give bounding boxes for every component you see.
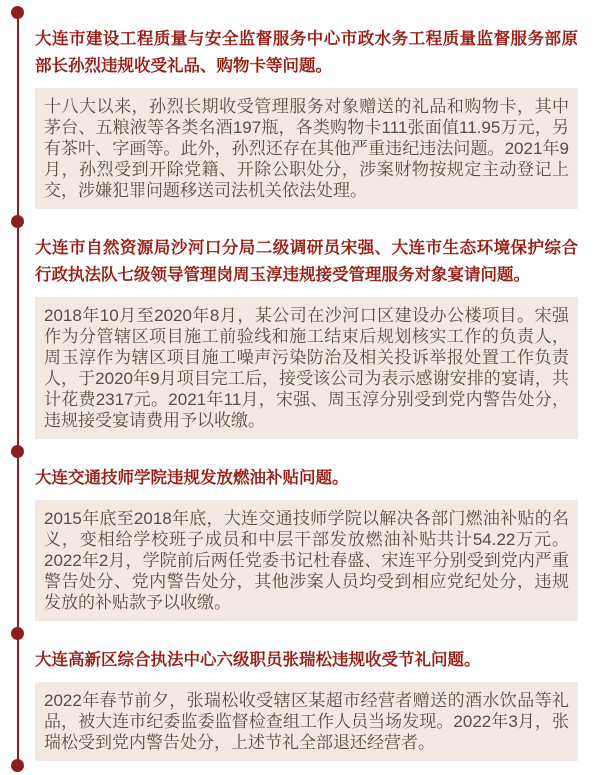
- case-heading: 大连高新区综合执法中心六级职员张瑞松违规收受节礼问题。: [35, 651, 481, 669]
- case-heading: 大连交通技师学院违规发放燃油补贴问题。: [35, 469, 349, 487]
- case-section-3: [35, 465, 578, 621]
- case-section-4: [35, 647, 578, 761]
- case-body: 十八大以来，孙烈长期收受管理服务对象赠送的礼品和购物卡，其中茅台、五粮液等各类名酒197瓶，各类购物卡111张面值11.95万元，另有茶叶、字画等。此外，孙烈还存在其他严重违纪违法问题。2021年9月，孙烈受到开除党籍、开除公职处分，涉案财物按规定主动登记上交，涉嫌犯罪问题移送司法机关依法处理。: [35, 88, 578, 209]
- timeline-dot: [11, 6, 24, 19]
- case-body: 2015年底至2018年底，大连交通技师学院以解决各部门燃油补贴的名义，变相给学校班子成员和中层干部发放燃油补贴共计54.22万元。2022年2月，学院前后两任党委书记杜春盛、宋连平分别受到党内严重警告处分、党内警告处分，其他涉案人员均受到相应党纪处分，违规发放的补贴款予以收缴。: [35, 500, 578, 621]
- case-section-2: [35, 235, 578, 439]
- timeline-line: [17, 13, 19, 766]
- timeline-dot: [11, 215, 24, 228]
- case-section-1: [35, 26, 578, 209]
- case-heading: 大连市建设工程质量与安全监督服务中心市政水务工程质量监督服务部原部长孙烈违规收受礼品、购物卡等问题。: [35, 30, 578, 75]
- case-body: 2018年10月至2020年8月，某公司在沙河口区建设办公楼项目。宋强作为分管辖区项目施工前验线和施工结束后规划核实工作的负责人，周玉淳作为辖区项目施工噪声污染防治及相关投诉举报处置工作负责人，于2020年9月项目完工后，接受该公司为表示感谢安排的宴请，共计花费2317元。2021年11月，宋强、周玉淳分别受到党内警告处分，违规接受宴请费用予以收缴。: [35, 297, 578, 439]
- case-heading: 大连市自然资源局沙河口分局二级调研员宋强、大连市生态环境保护综合行政执法队七级领导管理岗周玉淳违规接受管理服务对象宴请问题。: [35, 239, 578, 284]
- timeline-dot: [11, 445, 24, 458]
- timeline-dot: [11, 627, 24, 640]
- case-body: 2022年春节前夕，张瑞松收受辖区某超市经营者赠送的酒水饮品等礼品，被大连市纪委监委监督检查组工作人员当场发现。2022年3月，张瑞松受到党内警告处分，上述节礼全部退还经营者。: [35, 682, 578, 761]
- timeline-end-dot: [11, 759, 24, 772]
